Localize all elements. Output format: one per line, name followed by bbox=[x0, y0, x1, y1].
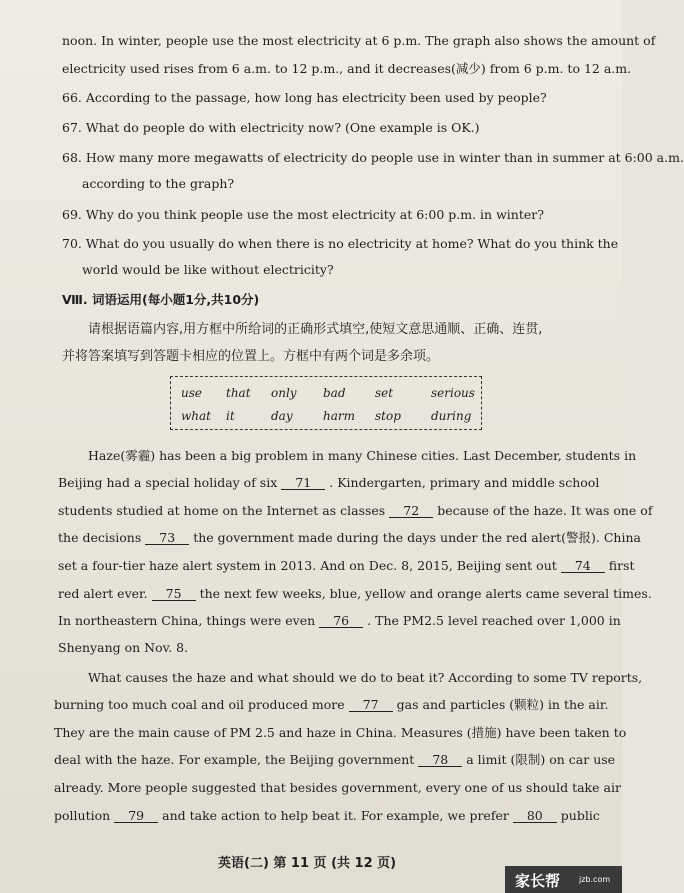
blank-74: 74 bbox=[561, 559, 605, 573]
word-option: during bbox=[431, 409, 472, 423]
question-69: 69. Why do you think people use the most electricity at 6:00 p.m. in winter? bbox=[62, 207, 544, 222]
word-option: bad bbox=[323, 386, 346, 400]
word-option: stop bbox=[375, 409, 401, 423]
passage-line: burning too much coal and oil produced more 77 gas and particles (颗粒) in the air. bbox=[54, 697, 609, 712]
passage-line: already. More people suggested that besides government, every one of us should take air bbox=[54, 780, 621, 795]
blank-80: 80 bbox=[513, 809, 557, 823]
word-option: set bbox=[375, 386, 394, 400]
instruction-line: 请根据语篇内容,用方框中所给词的正确形式填空,使短文意思通顺、正确、连贯, bbox=[88, 322, 543, 337]
passage-line: deal with the haze. For example, the Beijing government 78 a limit (限制) on car use bbox=[54, 752, 616, 767]
blank-78: 78 bbox=[418, 753, 462, 767]
word-option: it bbox=[226, 409, 235, 423]
instruction-line: 并将答案填写到答题卡相应的位置上。方框中有两个词是多余项。 bbox=[62, 349, 440, 364]
word-option: use bbox=[181, 386, 202, 400]
question-68-cont: according to the graph? bbox=[82, 176, 235, 191]
word-option: what bbox=[181, 409, 211, 423]
passage-line: Shenyang on Nov. 8. bbox=[58, 640, 189, 655]
watermark-logo bbox=[505, 866, 622, 893]
question-70-cont: world would be like without electricity? bbox=[82, 262, 334, 277]
passage-line: red alert ever. 75 the next few weeks, blue, yellow and orange alerts came several times. bbox=[58, 586, 652, 601]
word-box bbox=[170, 376, 482, 430]
passage-line: set a four-tier haze alert system in 2013. And on Dec. 8, 2015, Beijing sent out 74 first bbox=[58, 558, 635, 573]
blank-77: 77 bbox=[349, 698, 393, 712]
passage-line: What causes the haze and what should we do to beat it? According to some TV reports, bbox=[88, 670, 643, 685]
blank-75: 75 bbox=[152, 587, 196, 601]
blank-71: 71 bbox=[281, 476, 325, 490]
logo-text: 家长帮 bbox=[515, 872, 561, 890]
word-option: day bbox=[271, 409, 293, 423]
text-line: noon. In winter, people use the most electricity at 6 p.m. The graph also shows the amount of bbox=[62, 33, 656, 48]
word-option: that bbox=[226, 386, 251, 400]
passage-line: pollution 79 and take action to help beat it. For example, we prefer 80 public bbox=[54, 808, 600, 823]
text-line: electricity used rises from 6 a.m. to 12 p.m., and it decreases(减少) from 6 p.m. to 12 a.m. bbox=[62, 61, 632, 76]
logo-url: jzb.com bbox=[579, 875, 611, 884]
blank-79: 79 bbox=[114, 809, 158, 823]
blank-72: 72 bbox=[389, 504, 433, 518]
question-66: 66. According to the passage, how long has electricity been used by people? bbox=[62, 90, 547, 105]
word-option: only bbox=[271, 386, 297, 400]
passage-line: Beijing had a special holiday of six 71 . Kindergarten, primary and middle school bbox=[58, 475, 600, 490]
question-68: 68. How many more megawatts of electricity do people use in winter than in summer at 6:00 a.m. bbox=[62, 150, 684, 165]
word-option: harm bbox=[323, 409, 355, 423]
passage-line: the decisions 73 the government made during the days under the red alert(警报). China bbox=[58, 530, 641, 545]
passage-line: In northeastern China, things were even 76 . The PM2.5 level reached over 1,000 in bbox=[58, 613, 621, 628]
blank-73: 73 bbox=[145, 531, 189, 545]
passage-line: students studied at home on the Internet as classes 72 because of the haze. It was one of bbox=[58, 503, 653, 518]
page-number: 英语(二) 第 11 页 (共 12 页) bbox=[218, 856, 397, 871]
blank-76: 76 bbox=[319, 614, 363, 628]
section-heading: Ⅷ. 词语运用(每小题1分,共10分) bbox=[62, 292, 260, 307]
question-70: 70. What do you usually do when there is no electricity at home? What do you think the bbox=[62, 236, 619, 251]
passage-line: They are the main cause of PM 2.5 and haze in China. Measures (措施) have been taken to bbox=[54, 725, 627, 740]
question-67: 67. What do people do with electricity now? (One example is OK.) bbox=[62, 120, 480, 135]
passage-line: Haze(雾霾) has been a big problem in many Chinese cities. Last December, students in bbox=[88, 448, 637, 463]
word-option: serious bbox=[431, 386, 475, 400]
